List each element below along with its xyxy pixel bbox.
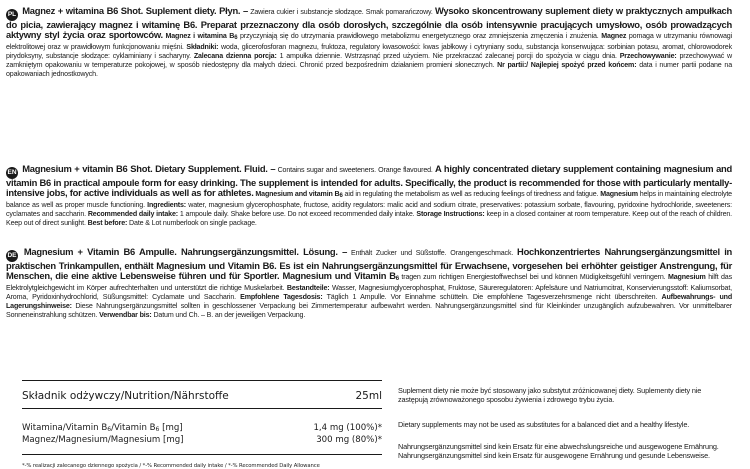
- de-dose-text: Täglich 1 Ampulle. Vor Einnahme schütteln. Die empfohlene Tagesverzehrsmenge nicht überschreiten.: [326, 292, 658, 301]
- de-magnesium-heading: Magnesium: [668, 272, 706, 281]
- table-header: [22, 384, 382, 409]
- de-bestbefore-heading: Verwendbar bis:: [99, 310, 152, 319]
- en-magnesium-heading: Magnesium: [600, 189, 638, 198]
- en-claim-text: aid in regulating the metabolism as well as reducing feelings of tiredness and fatigue.: [344, 189, 599, 198]
- row-value-vitamin-b6: 1,4 mg (100%)*: [313, 423, 382, 433]
- pl-magnesium-text: pomaga w utrzymaniu równowagi elektrolitowej oraz w prawidłowym funkcjonowaniu mięśni.: [6, 31, 732, 51]
- german-section: [6, 248, 732, 319]
- table-row: [22, 435, 382, 446]
- en-ingredients-text: water, magnesium glycerophosphate, fructose, acidity regulators: malic acid and sodium citrate, preservatives: potassium sorbate, flavouring, pyridoxine hydrochloride, sweeteners: cyclamates and saccharin.: [6, 200, 732, 218]
- table-header-label: Składnik odżywczy/Nutrition/Nährstoffe: [22, 390, 229, 402]
- side-note-de: Nahrungsergänzungsmittel sind kein Ersatz für eine abwechslungsreiche und ausgewogene Ernährung. Nahrungsergänzungsmittel sind kein Ersatz für ausgewogene Ernährung und gesunde Lebensweise.: [398, 442, 719, 461]
- language-badge-en: EN: [6, 167, 18, 179]
- table-footnote: *-% realizacji zalecanego dziennego spożycia / *-% Recommended daily intake / *-% Recommended Daily Allowance: [22, 463, 320, 469]
- en-ingredients-heading: Ingredients:: [147, 200, 186, 209]
- de-magnesium-text: hilft das Elektrolytgleichgewicht im Körper aufrechterhalten und unterstützt die richtige Muskelarbeit.: [6, 272, 732, 292]
- pl-title: Magnez + witamina B6 Shot. Suplement diety. Płyn. –: [22, 5, 248, 16]
- en-description: A highly concentrated dietary supplement containing magnesium and vitamin B6 in practical ampoule form for easy drinking. The supplement is intended for adults. Specifically, the product is recommended for those with particularly mentally-intensive jobs, for active individuals as well as for athletes.: [6, 163, 732, 198]
- de-storage-text: Diese Nahrungsergänzungsmittel sollten in geschlossener Verpackung bei Zimmertemperatur aufbewahrt werden. Nahrungsergänzungsmittel sind für Kleinkinder unzugänglich aufzubewahren. Vor unmittelbarer Sonneneinstrahlung schützen.: [6, 301, 732, 319]
- de-claim-text: tragen zum richtigen Energiestoffwechsel bei und können Müdigkeitsgefühl verringern.: [401, 272, 666, 281]
- pl-dose-heading: Zalecana dzienna porcja:: [193, 51, 277, 60]
- english-section: [6, 165, 732, 228]
- pl-claim-heading: Magnez i witamina B6: [165, 31, 238, 41]
- table-top-rule: [22, 380, 382, 381]
- pl-storage-text: przechowywać w zamkniętym opakowaniu w temperaturze pokojowej, w sposób niedostępny dla małych dzieci. Chronić przed bezpośrednim działaniem promieni słonecznych.: [6, 51, 733, 69]
- en-title: Magnesium + vitamin B6 Shot. Dietary Supplement. Fluid. –: [22, 163, 276, 174]
- en-claim-heading: Magnesium and vitamin B6: [255, 189, 343, 199]
- pl-batch-heading: Nr partii:/ Najlepiej spożyć przed końcem:: [497, 60, 637, 69]
- pl-batch-text: data i numer partii podane na opakowaniach jednostkowych.: [6, 60, 732, 78]
- pl-ingredients-text: woda, glicerofosforan magnezu, fruktoza, regulatory kwasowości: kwas jabłkowy i cytryniany sodu, substancja konserwująca: sorbinian potasu, aromat, chlorowodorek pirydoksyny, substancje słodzące: cyklaminiany i sacharyny.: [6, 42, 733, 60]
- nutrition-table: [22, 384, 382, 469]
- de-bestbefore-text: Datum und Ch. – B. an der jeweiligen Verpackung.: [153, 310, 306, 319]
- polish-section: [6, 7, 732, 78]
- de-ingredients-text: Wasser, Magnesiumglycerophosphat, Fruktose, Säureregulatoren: Apfelsäure und Natriumcitrat, Konservierungsstoff: Kaliumsorbat, Aroma, Pyridoxinhydrochlorid, Süßungsmittel: Cyclamate und Saccharin.: [6, 283, 732, 301]
- de-title: Magnesium + Vitamin B6 Ampulle. Nahrungsergänzungsmittel. Lösung. –: [23, 246, 348, 257]
- table-row: [22, 423, 382, 435]
- en-dose-heading: Recommended daily intake:: [87, 209, 178, 218]
- pl-claim-text: przyczyniają się do utrzymania prawidłowego metabolizmu energetycznego oraz zmniejszenia zmęczenia i znużenia.: [239, 31, 599, 40]
- en-bestbefore-text: Date & Lot numberlook on single package.: [129, 218, 257, 227]
- row-label-vitamin-b6: Witamina/Vitamin B6/Vitamin B6 [mg]: [22, 423, 183, 433]
- language-badge-de: DE: [6, 250, 18, 262]
- side-note-en: Dietary supplements may not be used as substitutes for a balanced diet and a healthy lifestyle.: [398, 420, 690, 429]
- pl-ingredients-heading: Składniki:: [186, 42, 219, 51]
- en-bestbefore-heading: Best before:: [87, 218, 128, 227]
- en-magnesium-text: helps in maintaining electrolyte balance as well as proper muscle functioning.: [6, 189, 732, 209]
- en-storage-heading: Storage Instructions:: [416, 209, 485, 218]
- en-dose-text: 1 ampoule daily. Shake before use. Do not exceed recommended daily intake.: [179, 209, 415, 218]
- de-dose-heading: Empfohlene Tagesdosis:: [240, 292, 323, 301]
- table-body: [22, 409, 382, 455]
- row-value-magnesium: 300 mg (80%)*: [316, 435, 382, 445]
- de-contains: Enthält Zucker und Süßstoffe. Orangengeschmack.: [350, 249, 514, 257]
- pl-dose-text: 1 ampułka dziennie. Wstrząsnąć przed użyciem. Nie przekraczać zalecanej porcji do spożycia w ciągu dnia.: [279, 51, 617, 60]
- de-storage-heading: Aufbewahrungs- und Lagerungshinweise:: [6, 292, 733, 310]
- table-header-amount: 25ml: [355, 390, 382, 402]
- pl-storage-heading: Przechowywanie:: [619, 51, 677, 60]
- pl-contains: Zawiera cukier i substancje słodzące. Smak pomarańczowy.: [250, 8, 433, 16]
- de-description: Hochkonzentriertes Nahrungsergänzungsmittel in praktischen Trinkampullen, enthält Magnesium und Vitamin B6. Es ist ein Nahrungsergänzungsmittel für Erwachsene, vorgesehen bei erhöhter geistiger Anstrengung, für Menschen, die eine aktive Lebensweise führen und für Sportler. Magnesium und Vitamin B6: [6, 246, 733, 282]
- de-ingredients-heading: Bestandteile:: [286, 283, 330, 292]
- row-label-magnesium: Magnez/Magnesium/Magnesium [mg]: [22, 435, 184, 445]
- pl-description: Wysoko skoncentrowany suplement diety w praktycznych ampułkach do picia, zawierający magnez i witaminę B6. Preparat przeznaczony dla osób dorosłych, szczególnie dla osób intensywnie pracujących umysłowo, osób prowadzących aktywny styl życia oraz sportowców.: [6, 5, 732, 40]
- en-storage-text: keep in a closed container at room temperature. Keep out of the reach of children. Keep out of direct sunlight.: [6, 209, 732, 227]
- language-badge-pl: PL: [6, 9, 18, 21]
- side-note-pl: Suplement diety nie może być stosowany jako substytut zróżnicowanej diety. Suplementy diety nie zastępują zrównoważonego sposobu żywienia i zdrowego trybu życia.: [398, 386, 702, 405]
- en-contains: Contains sugar and sweeteners. Orange flavoured.: [277, 166, 433, 174]
- pl-magnesium-heading: Magnez: [601, 31, 627, 40]
